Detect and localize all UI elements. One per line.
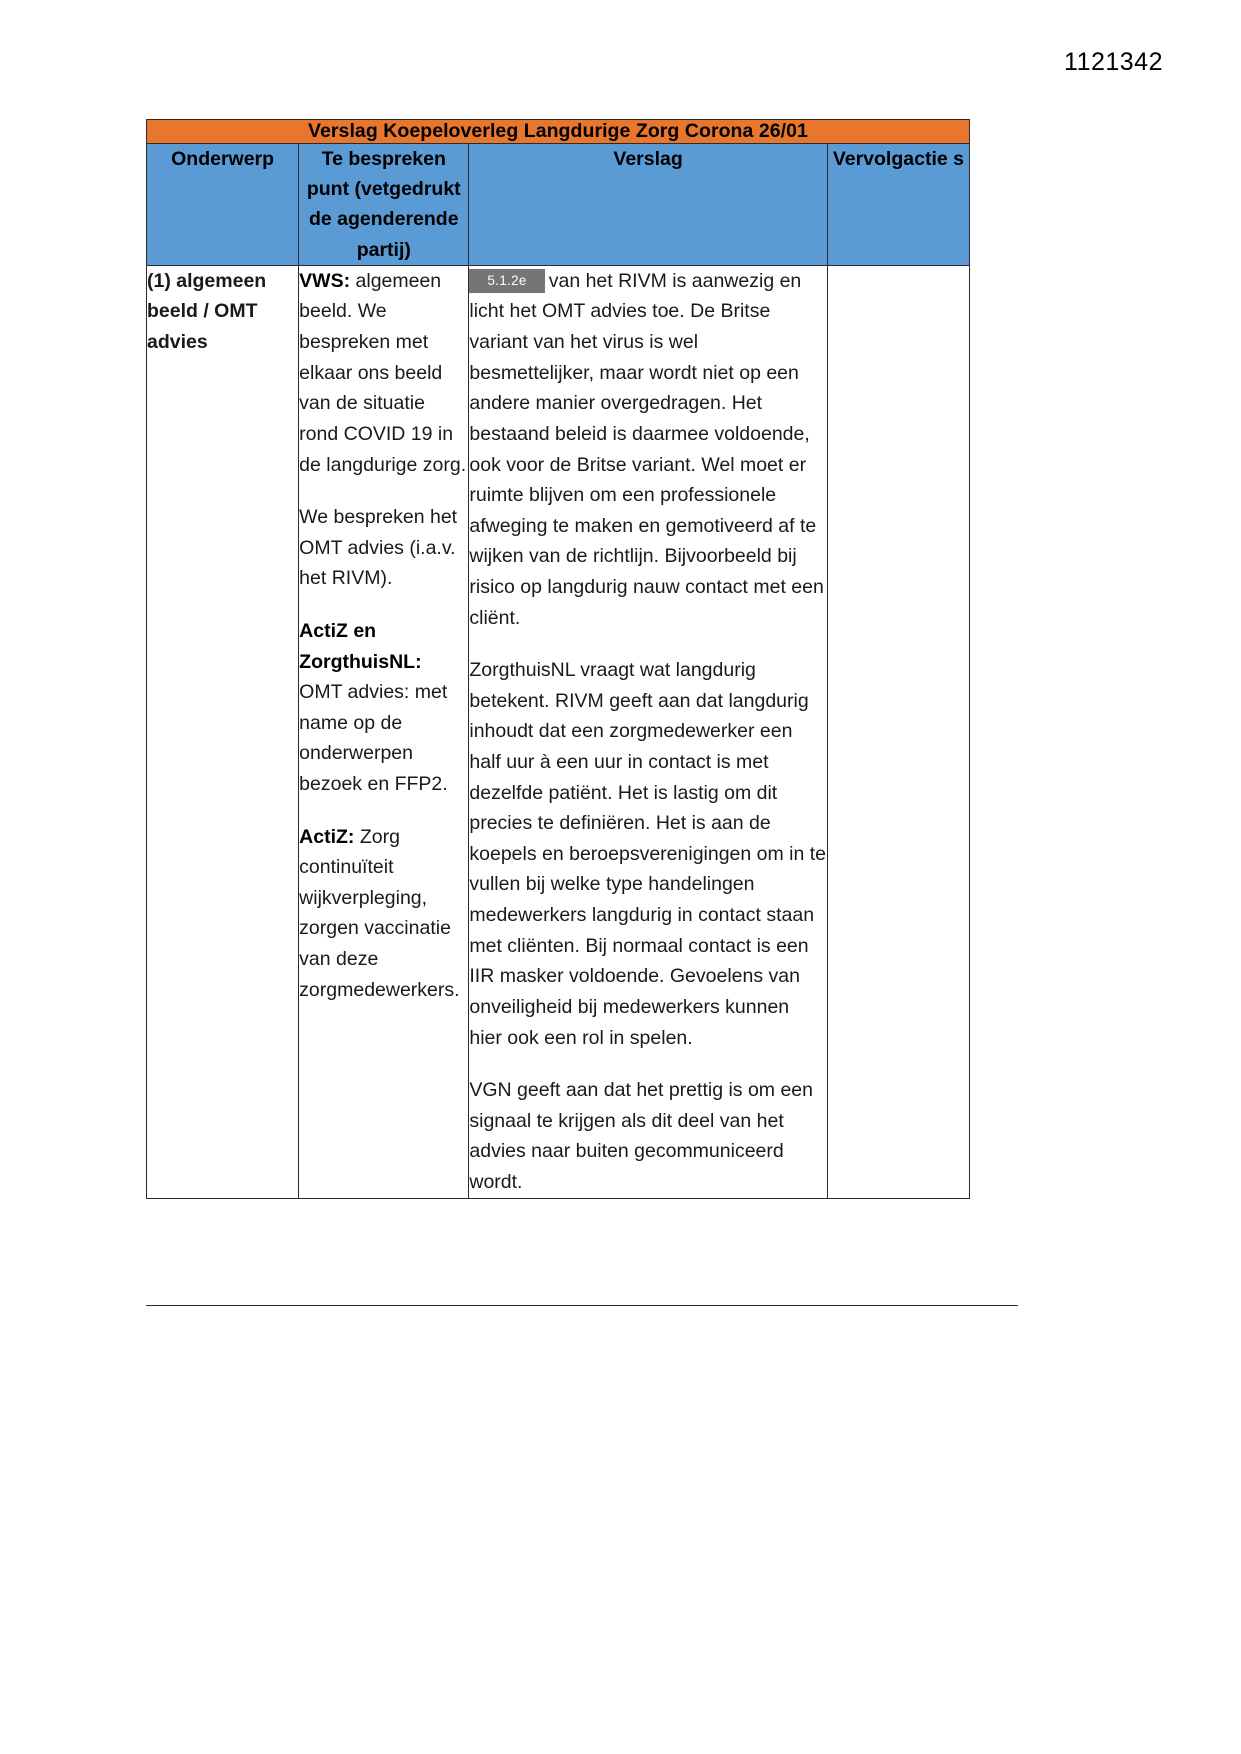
verslag-paragraph-3: VGN geeft aan dat het prettig is om een signaal te krijgen als dit deel van het advies naar buiten gecommuniceerd wordt.: [469, 1079, 813, 1193]
table-header-row: [147, 144, 970, 266]
bespreekpunt-lead-3: ActiZ en ZorgthuisNL:: [299, 619, 422, 673]
bespreekpunt-paragraph-3: [299, 616, 468, 800]
page-number: 1121342: [1064, 48, 1163, 76]
column-header-verslag: Verslag: [469, 144, 827, 266]
table-title: Verslag Koepeloverleg Langdurige Zorg Corona 26/01: [147, 120, 970, 144]
verslag-paragraph-2: ZorgthuisNL vraagt wat langdurig betekent. RIVM geeft aan dat langdurig inhoudt dat een zorgmedewerker een half uur à een uur in contact is met dezelfde patiënt. Het is lastig om dit precies te definiëren. Het is aan de koepels en beroepsverenigingen om in te vullen bij welke type handelingen medewerkers langdurig in contact staan met cliënten. Bij normaal contact is een IIR masker voldoende. Gevoelens van onveiligheid bij medewerkers kunnen hier ook een rol in spelen.: [469, 659, 827, 1049]
bespreekpunt-paragraph-1: [299, 266, 468, 480]
cell-te-bespreken-punt: [299, 265, 469, 1198]
table-row: [147, 265, 970, 1198]
onderwerp-text: (1) algemeen beeld / OMT advies: [147, 269, 267, 354]
bespreekpunt-paragraph-2: [299, 502, 468, 594]
bespreekpunt-body-4: Zorg continuïteit wijkverpleging, zorgen vaccinatie van deze zorgmedewerkers.: [299, 825, 460, 1001]
verslag-body-1: van het RIVM is aanwezig en licht het OMT advies toe. De Britse variant van het virus is wel besmettelijker, maar wordt niet op een andere manier overgedragen. Het bestaand beleid is daarmee voldoende, ook voor de Britse variant. Wel moet er ruimte blijven om een professionele afweging te maken en gemotiveerd af te wijken van de richtlijn. Bijvoorbeeld bij risico op langdurig nauw contact met een cliënt.: [469, 269, 824, 629]
verslag-paragraph-1: [469, 266, 826, 633]
page-bottom-rule: [146, 1305, 1018, 1306]
column-header-te-bespreken-punt: Te bespreken punt (vetgedrukt de agenderende partij): [299, 144, 469, 266]
bespreekpunt-body-1: algemeen beeld. We bespreken met elkaar ons beeld van de situatie rond COVID 19 in de langdurige zorg.: [299, 269, 467, 476]
bespreekpunt-paragraph-4: [299, 822, 468, 1006]
cell-verslag: [469, 265, 827, 1198]
column-header-vervolgacties: Vervolgactie s: [827, 144, 969, 266]
bespreekpunt-lead-4: ActiZ:: [299, 825, 355, 848]
meeting-report-table: [146, 119, 970, 1199]
redaction-box: 5.1.2e: [469, 269, 544, 294]
bespreekpunt-lead-1: VWS:: [299, 269, 351, 292]
table-title-row: [147, 120, 970, 144]
column-header-onderwerp: Onderwerp: [147, 144, 299, 266]
bespreekpunt-body-3: OMT advies: met name op de onderwerpen bezoek en FFP2.: [299, 681, 448, 796]
cell-onderwerp: [147, 265, 299, 1198]
bespreekpunt-body-2: We bespreken het OMT advies (i.a.v. het RIVM).: [299, 506, 458, 590]
cell-vervolgacties: [827, 265, 969, 1198]
